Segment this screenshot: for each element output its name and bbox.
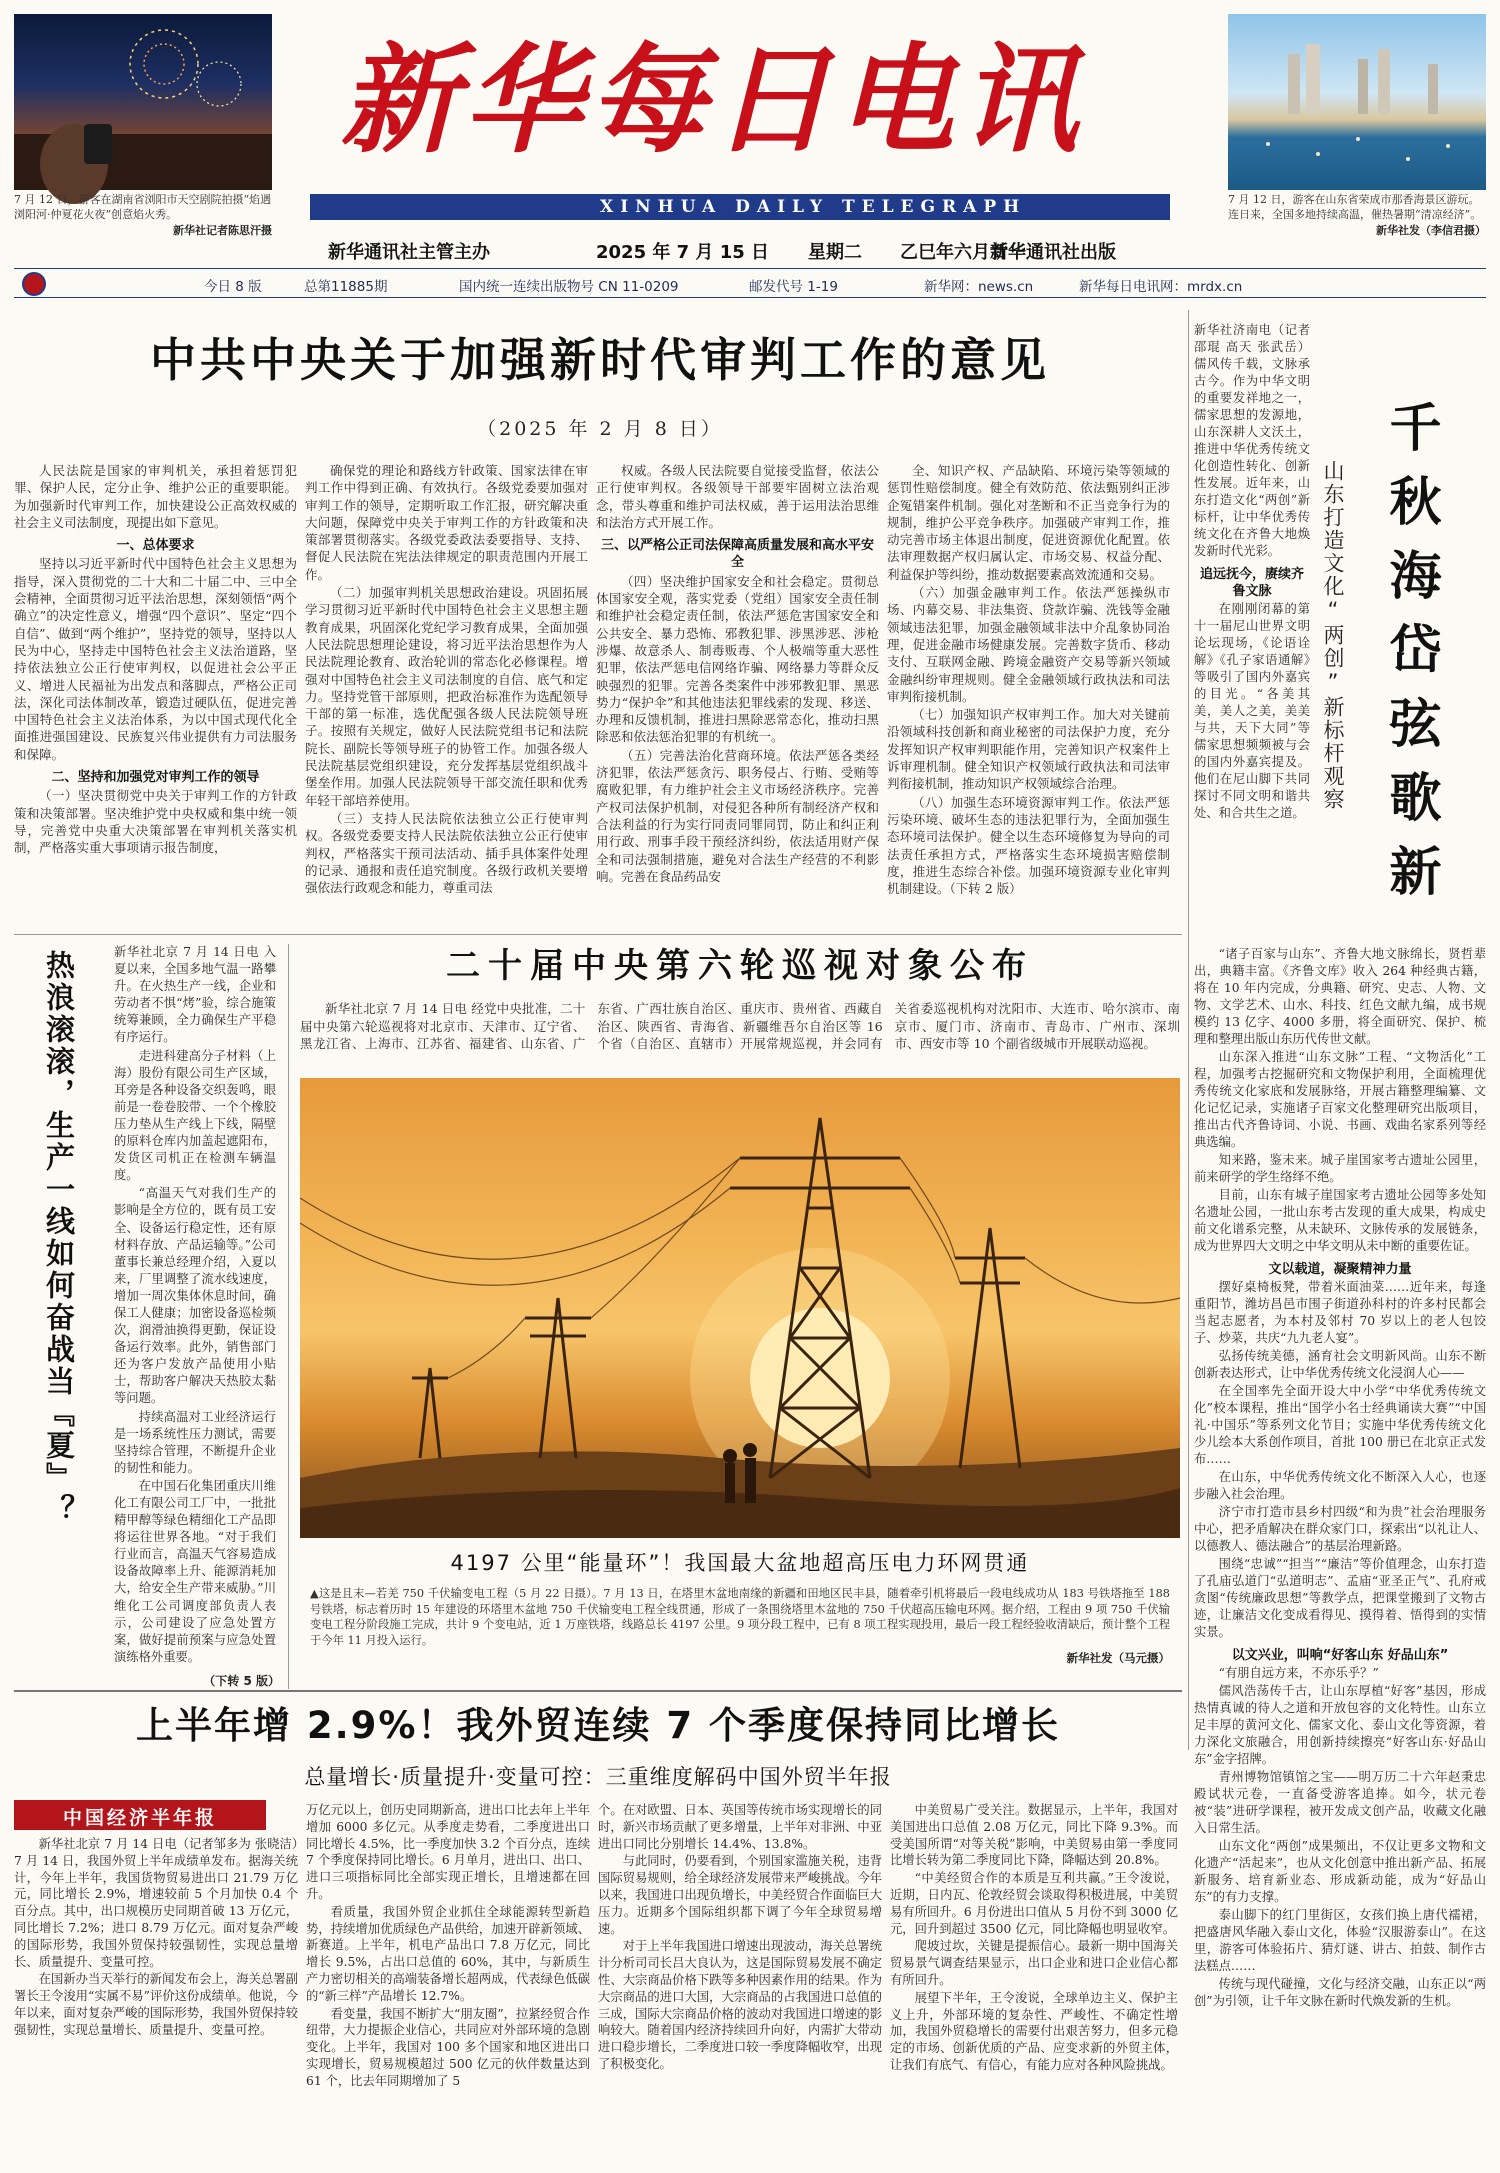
trade-text-4b: “中美经贸合作的本质是互利共赢。”王令浚说，近期，日内瓦、伦敦经贸会谈取得积极进展，中美贸易有所回升。6 月份进出口值从 5 月份不到 3000 亿元，回升到超过 3500 亿元，同比降幅也明显收窄。 <box>890 1871 1178 1936</box>
fireworks-illustration <box>14 14 272 190</box>
right-column-top <box>1194 322 1310 942</box>
beach-illustration <box>1228 14 1486 190</box>
right-text-16: 泰山脚下的红门里街区，女孩们换上唐代襦裙，把盛唐风华融入泰山文化，体验“汉服游泰山”。在这里，游客可体验拓片、猜灯谜、讲古、拍鼓、制作古法糕点…… <box>1194 1908 1486 1973</box>
issue-number: 总第11885期 <box>304 279 388 295</box>
right-subhead-3: 以文兴业，叫响“好客山东 好品山东” <box>1231 1648 1449 1663</box>
issue-cn: 国内统一连续出版物号 CN 11-0209 <box>459 279 679 295</box>
masthead-title <box>300 18 1200 193</box>
left-photo-credit: 新华社记者陈思汗摄 <box>173 224 272 237</box>
heatwave-lead: 新华社北京 7 月 14 日电 入夏以来，全国多地气温一路攀升。在火热生产一线，企业和劳动者不惧“烤”验，综合施策统筹兼顾，全力确保生产平稳有序运行。 <box>114 945 276 1045</box>
lead-text-3: 权威。各级人民法院要自觉接受监督，依法公正行使审判权。各级领导干部要牢固树立法治观念，带头尊重和维护司法权威，善于运用法治思维和法治方式开展工作。 <box>596 463 879 530</box>
right-text-3: 山东深入推进“山东文脉”工程、“文物活化”工程，加强考古挖掘研究和文物保护利用，全面梳理优秀传统文化家底和发展脉络，开展古籍整理编纂、文化记忆记录，实施诸子百家文化整理研究出版项目，推出古代齐鲁诗词、小说、书画、戏曲名家系列等经典选编。 <box>1194 1050 1486 1149</box>
trade-text-3b: 与此同时，仍要看到，个别国家滥施关税，违背国际贸易规则，给全球经济发展带来严峻挑战。今年以来，我国进口出现负增长，中美经贸合作面临巨大压力。近期多个国际组织都下调了今年全球贸易增速。 <box>598 1854 882 1936</box>
heatwave-jump: （下转 5 版） <box>203 1674 280 1688</box>
right-subtitle: 山东打造文化“两创”新标杆观察 <box>1321 460 1345 811</box>
trade-text-3c: 对于上半年我国进口增速出现波动，海关总署统计分析司司长吕大良认为，这是国际贸易发展不确定性、大宗商品价格下跌等多种因素作用的结果。作为大宗商品的进口大国，大宗商品的占我国进口总值的三成，国际大宗商品价格的波动对我国进口增速的影响较大。随着国内经济持续回升向好，内需扩大带动进口稳步增长，二季度进口较一季度降幅收窄，出现了积极变化。 <box>598 1939 882 2071</box>
lead-intro: 人民法院是国家的审判机关，承担着惩罚犯罪、保护人民，定分止争、维护公正的重要职能。为加强新时代审判工作，加快建设公正高效权威的社会主义司法制度，现提出如下意见。 <box>14 463 297 530</box>
right-text-14: 青州博物馆镇馆之宝——明万历二十六年赵秉忠殿试状元卷，一直备受游客追捧。如今，状元卷被“装”进研学课程，被开发成文创产品，收藏文化融入日常生活。 <box>1194 1770 1486 1835</box>
trade-text-1b: 在国新办当天举行的新闻发布会上，海关总署副署长王令浚用“实属不易”评价这份成绩单。他说，今年以来，面对复杂严峻的国际形势，我国外贸保持较强韧性，实现总量增长、质量提升、变量可控。 <box>14 1972 298 2037</box>
lead-text-1b: 坚持以习近平新时代中国特色社会主义思想为指导，深入贯彻党的二十大和二十届二中、三中全会精神，全面贯彻习近平法治思想，深刻领悟“两个确立”的决定性意义，增强“四个意识”、坚定“四个自信”、做到“两个维护”，坚持党的领导，坚持以人民为中心，坚持走中国特色社会主义法治道路，坚持依法独立公正行使审判权，以促进社会公平正义、增进人民福祉为出发点和落脚点，严格公正司法，深化司法体制改革，锻造过硬队伍，促进完善中国特色社会主义法治体系，为以中国式现代化全面推进强国建设、民族复兴伟业提供有力司法服务和保障。 <box>14 556 297 762</box>
issue-postal: 邮发代号 1-19 <box>749 279 838 295</box>
heatwave-headline: 热浪滚滚，生产一线如何奋战当『夏』？ <box>42 950 76 1526</box>
masthead-subtitle: XINHUA DAILY TELEGRAPH <box>600 197 1027 217</box>
lead-text-4c: （七）加强知识产权审判工作。加大对关键前沿领域科技创新和商业秘密的司法保护力度，充分发挥知识产权审判职能作用，完善知识产权案件上诉审理机制。健全知识产权领域行政执法和司法审判衔接机制，推动知识产权领域综合治理。 <box>887 707 1170 792</box>
lead-headline: 中共中央关于加强新时代审判工作的意见 <box>150 333 1050 387</box>
trade-text-4d: 展望下半年，王令浚说，全球单边主义、保护主义上升，外部环境的复杂性、严峻性、不确定性增加，我国外贸稳增长的需要付出艰苦努力，但多元稳定的市场、创新优质的产品、应变求新的外贸主体，让我们有底气、有信心，有能力应对各种风险挑战。 <box>890 1990 1178 2072</box>
divider-right-column <box>1188 310 1189 1750</box>
right-text-2: “诸子百家与山东”、齐鲁大地文脉绵长，贤哲辈出，典籍丰富。《齐鲁文库》收入 264 种经典古籍，将在 10 年内完成，分典籍、研究、史志、人物、文物、文学艺术、山水、科技、红色文献九编，成书规模约 13 亿字、4000 多册，将全面研究、保护、梳理和整理出版山东历代传世文献。 <box>1194 947 1486 1046</box>
trade-headline: 上半年增 2.9%！我外贸连续 7 个季度保持同比增长 <box>135 1704 1060 1747</box>
right-text-8: 在全国率先全面开设大中小学“中华优秀传统文化”校本课程，推出“国学小名士经典诵读大赛”“中国礼·中国乐”等系列文化节目；实施中华优秀传统文化少儿绘本大系创作项目，首批 100 册已在北京正式发布…… <box>1194 1384 1486 1466</box>
right-column-bottom <box>1194 946 1486 2008</box>
xinhua-emblem-icon <box>22 272 46 296</box>
issue-info-bar <box>14 268 1486 298</box>
lead-subhead-3: 三、以严格公正司法保障高质量发展和高水平安全 <box>600 538 874 571</box>
masthead-dateline <box>300 236 1200 266</box>
trade-column-1 <box>14 1836 298 2162</box>
trade-column-2 <box>306 1802 590 2162</box>
lead-column-4 <box>887 462 1170 932</box>
power-line-illustration <box>300 1078 1180 1538</box>
lead-text-1c: （一）坚决贯彻党中央关于审判工作的方针政策和决策部署。坚决维护党中央权威和集中统一领导，完善党中央重大决策部署在审判机关落实机制，严格落实重大事项请示报告制度， <box>14 788 297 856</box>
lead-text-2c: （三）支持人民法院依法独立公正行使审判权。各级党委要支持人民法院依法独立公正行使审判权，严格落实干预司法活动、插手具体案件处理的记录、通报和责任追究制度。各级行政机关要增强依法行政观念和能力，尊重司法 <box>305 810 588 896</box>
trade-text-2c: 看变量，我国不断扩大“朋友圈”，拉紧经贸合作纽带，大力提振企业信心，共同应对外部环境的急剧变化。上半年，我国对 100 多个国家和地区进出口实现增长，贸易规模超过 500 亿元的伙伴数量达到 61 个，比去年同期增加了 5 <box>306 2006 590 2088</box>
right-text-10: 济宁市打造市县乡村四级“和为贵”社会治理服务中心，把矛盾解决在群众家门口，探索出“以礼让人、以德教人、德法融合”的基层治理新路。 <box>1194 1505 1486 1553</box>
photo-caption: ▲这是且末—若羌 750 千伏输变电工程（5 月 22 日摄）。7 月 13 日，在塔里木盆地南缘的新疆和田地区民丰县，随着牵引机将最后一段电线成功从 183 号铁塔拖至 188 号铁塔，标志着历时 15 年建设的环塔里木盆地 750 千伏输变电工程全线贯通，形成了一条围绕塔里木盆地的 750 千伏超高压输电环网。据介绍，工程由 9 项 750 千伏输变电工程分阶段施工完成，共计 9 个变电站，近 1 万座铁塔，线路总长 4197 公里。9 项分段工程中，已有 8 项工程实现投用，最后一段工程经验收清缺后，预计整个工程于今年 11 月投入运行。 <box>310 1587 1170 1647</box>
masthead-logo <box>300 18 1200 223</box>
trade-subhead: 总量增长·质量提升·变量可控：三重维度解码中国外贸半年报 <box>304 1765 892 1789</box>
heatwave-text-1: 走进科建高分子材料（上海）股份有限公司生产区域，耳旁是各种设备交织轰鸣，眼前是一卷卷胶带、一个个橡胶压力垫从生产线上下线，隔壁的原料仓库内加盖起遮阳布，发货区司机正在检测车辆温度。 <box>114 1048 276 1183</box>
issue-mrdx[interactable]: 新华每日电讯网：mrdx.cn <box>1079 279 1243 295</box>
trade-text-3: 个。在对欧盟、日本、英国等传统市场实现增长的同时，新兴市场贡献了更多增量，上半年对非洲、中亚进出口同比分别增长 14.4%、13.8%。 <box>598 1803 882 1851</box>
publisher-right: 新华通讯社出版 <box>990 242 1116 263</box>
lead-date: （2025 年 2 月 8 日） <box>477 418 723 440</box>
lead-text-4d: （八）加强生态环境资源审判工作。依法严惩污染环境、破坏生态的违法犯罪行为，全面加强生态环境司法保护。健全以生态环境修复为导向的司法责任承担方式，严格落实生态环境损害赔偿制度，推进生态综合补偿。加强环境资源专业化审判机制建设。（下转 2 版） <box>887 794 1170 897</box>
heatwave-text-4: 在中国石化集团重庆川维化工有限公司工厂中，一批批精甲醇等绿色精细化工产品即将运往世界各地。“对于我们行业而言，高温天气容易造成设备故障率上升、能源消耗加大，给安全生产带来威胁。”川维化工公司调度部负责人表示，公司建设了应急处置方案，做好提前预案与应急处置演练格外重要。 <box>114 1478 276 1664</box>
right-subhead-2: 文以载道，凝聚精神力量 <box>1268 1262 1412 1277</box>
right-text-11: 围绕“忠诚”“担当”“廉洁”等价值理念，山东打造了孔庙弘道门“弘道明志”、孟庙“亚圣正气”、孔府戒贪图“传统廉政思想”等教学点，把课堂搬到了文物古迹，让廉洁文化变成看得见、摸得着、悟得到的实情实景。 <box>1194 1557 1486 1639</box>
right-lead: 新华社济南电（记者邵琨 高天 张武岳）儒风传千载，文脉承古今。作为中华文明的重要发祥地之一，儒家思想的发源地，山东深耕人文沃土，推进中华优秀传统文化创造性转化、创新性发展。近年来，山东打造文化“两创”新标杆，让中华优秀传统文化在齐鲁大地焕发新时代光彩。 <box>1194 323 1310 558</box>
right-text-5: 目前，山东有城子崖国家考古遗址公园等多处知名遗址公园，一批山东考古发现的重大成果，构成史前文化谱系完整，从未缺环、文脉传承的发展链条，成为世界四大文明之中华文明从未中断的重要佐证。 <box>1194 1188 1486 1253</box>
photo-headline: 4197 公里“能量环”！我国最大盆地超高压电力环网贯通 <box>450 1551 1030 1575</box>
trade-text-2b: 看质量，我国外贸企业抓住全球能源转型新趋势，持续增加优质绿色产品供给，加速开辟新领域、新赛道。上半年，机电产品出口 7.8 万亿元，同比增长 9.5%，占出口总值的 60%，其中，与新质生产力密切相关的高端装备增长超两成，代表绿色低碳的“新三样”产品增长 12.7%。 <box>306 1904 590 2003</box>
lead-text-2b: （二）加强审判机关思想政治建设。巩固拓展学习贯彻习近平新时代中国特色社会主义思想主题教育成果，巩固深化党纪学习教育成果，全面加强人民法院思想理论建设，将习近平法治思想作为人民法院理论教育、政治轮训的常态化必修课程。增强对中国特色社会主义司法制度的自信、底气和定力。坚持党管干部原则，把政治标准作为选配领导干部的第一标准，选优配强各级人民法院领导班子。按照有关规定，做好人民法院党组书记和法院院长、副院长等领导班子的协管工作。加强各级人民法院基层党组织建设，充分发挥基层党组织战斗堡垒作用。加强人民法院领导干部交流任职和优秀年轻干部培养使用。 <box>305 585 588 808</box>
right-text-15: 山东文化“两创”成果频出，不仅让更多文物和文化遗产“活起来”，也从文化创意中推出新产品、拓展新服务、培育新业态、形成新动能，成为“好品山东”的有力支撑。 <box>1194 1839 1486 1904</box>
lead-column-1 <box>14 462 297 932</box>
lead-subhead-2: 二、坚持和加强党对审判工作的领导 <box>51 770 260 786</box>
heatwave-text-3: 持续高温对工业经济运行是一场系统性压力测试，需要坚持综合管理，不断提升企业的韧性和能力。 <box>114 1409 276 1475</box>
right-text-4: 知来路，鉴未来。城子崖国家考古遗址公园里，前来研学的学生络绎不绝。 <box>1194 1153 1486 1184</box>
right-text-17: 传统与现代碰撞，文化与经济交融，山东正以“两创”为引领，让千年文脉在新时代焕发新的生机。 <box>1194 1977 1486 2008</box>
heatwave-column <box>114 944 276 1666</box>
trade-text-1: 新华社北京 7 月 14 日电（记者邹多为 张晓洁）7 月 14 日，我国外贸上半年成绩单发布。据海关统计，今年上半年，我国货物贸易进出口 21.79 万亿元，同比增长 2.9%，增速较前 5 个月加快 0.4 个百分点。其中，出口规模历史同期首破 13 万亿元，同比增长 7.2%；进口 8.79 万亿元。面对复杂严峻的国际形势，我国外贸保持较强韧性，实现总量增长、质量提升、变量可控。 <box>14 1837 298 1969</box>
trade-column-4 <box>890 1802 1178 2162</box>
publisher-left: 新华通讯社主管主办 <box>328 242 490 263</box>
issue-website[interactable]: 新华网：news.cn <box>924 279 1034 295</box>
trade-text-4c: 爬坡过坎，关键是提振信心。最新一期中国海关贸易景气调查结果显示，出口企业和进口企业信心都有所回升。 <box>890 1939 1178 1987</box>
right-text-12: “有朋自远方来，不亦乐乎？” <box>1218 1666 1379 1680</box>
photo-credit: 新华社发（马元摄） <box>1066 1651 1170 1665</box>
right-text-9: 在山东，中华优秀传统文化不断深入人心，也逐步融入社会治理。 <box>1194 1470 1486 1501</box>
left-photo <box>14 14 272 190</box>
divider-heatwave <box>288 944 289 1689</box>
trade-column-3 <box>598 1802 882 2162</box>
lunar-date: 乙巳年六月廿一 <box>900 242 1026 263</box>
right-photo <box>1228 14 1486 190</box>
divider-trade-top <box>14 1690 1182 1692</box>
lead-text-4b: （六）加强金融审判工作。依法严惩操纵市场、内幕交易、非法集资、贷款诈骗、洗钱等金融领域违法犯罪，加强金融领域非法中介乱象协同治理，促进金融市场健康发展。完善数字货币、移动支付、互联网金融、跨境金融资产交易等新兴领域金融纠纷审理规则。健全金融领域行政执法和司法审判衔接机制。 <box>887 585 1170 704</box>
inspection-body <box>300 1000 1180 1074</box>
lead-subhead-1: 一、总体要求 <box>116 538 195 554</box>
lead-column-3 <box>596 462 879 932</box>
lead-text-4: 全、知识产权、产品缺陷、环境污染等领域的惩罚性赔偿制度。健全有效防范、依法甄别纠正涉企冤错案件机制。强化对垄断和不正当竞争行为的规制，维护公平竞争秩序。加强破产审判工作，推动完善市场主体退出制度，促进资源优化配置。依法审理数据产权归属认定、市场交易、权益分配、利益保护等纠纷，推动数据要素高效流通和交易。 <box>887 463 1170 582</box>
trade-text-4: 中美贸易广受关注。数据显示，上半年，我国对美国进出口总值 2.08 万亿元，同比下降 9.3%。而受美国所谓“对等关税”影响，中美贸易由第一季度同比增长转为第二季度同比下降，降幅达到 20.8%。 <box>890 1803 1178 1868</box>
right-photo-credit: 新华社发（李信君摄） <box>1376 224 1486 237</box>
trade-text-2: 万亿元以上，创历史同期新高，进出口比去年上半年增加 6000 多亿元。从季度走势看，二季度进出口同比增长 4.5%，比一季度加快 3.2 个百分点，连续 7 个季度保持同比增长。6 月单月，进出口、出口、进口三项指标同比全部实现正增长，且增速都在回升。 <box>306 1803 590 1901</box>
heatwave-text-2: “高温天气对我们生产的影响是全方位的，既有员工安全、设备运行稳定性，还有原材料存放、产品运输等。”公司董事长兼总经理介绍，入夏以来，厂里调整了流水线速度，增加一周次集体休息时间，确保工人健康；加密设备巡检频次，润滑油换得更勤，保证设备运行效率。此外，销售部门还为客户发放产品使用小贴士，帮助客户解决天热胶太黏等问题。 <box>114 1186 276 1406</box>
right-text-7: 弘扬传统美德，涵育社会文明新风尚。山东不断创新表达形式，让中华优秀传统文化浸润人心—— <box>1194 1349 1486 1380</box>
right-text-1: 在刚刚闭幕的第十一届尼山世界文明论坛现场，《论语诠解》《孔子家语通解》等吸引了国内外嘉宾的目光。“各美其美，美人之美，美美与共，天下大同”等儒家思想频频被与会的国内外嘉宾提及。他们在尼山脚下共同探讨不同文明和谐共处、和合共生之道。 <box>1194 602 1310 820</box>
trade-badge <box>14 1800 266 1830</box>
lead-column-2 <box>305 462 588 932</box>
inspection-headline: 二十届中央第六轮巡视对象公布 <box>446 946 1034 986</box>
weekday: 星期二 <box>808 242 862 263</box>
left-photo-caption: 7 月 12 日，游客在湖南省浏阳市天空剧院拍摄“焰遇浏阳河·仲夏花火夜”创意焰火秀。 <box>14 193 272 221</box>
lead-text-2: 确保党的理论和路线方针政策、国家法律在审判工作中得到正确、有效执行。各级党委要加强对审判工作的领导，定期听取工作汇报，研究解决重大问题，保障党中央关于审判工作的方针政策和决策部署贯彻落实。各级党委政法委要指导、支持、督促人民法院在宪法法律规定的职责范围内开展工作。 <box>305 463 588 582</box>
inspection-text: 新华社北京 7 月 14 日电 经党中央批准，二十届中央第六轮巡视将对北京市、天津市、辽宁省、黑龙江省、上海市、江苏省、福建省、山东省、广东省、广西壮族自治区、重庆市、贵州省、西藏自治区、陕西省、青海省、新疆维吾尔自治区等 16 个省（自治区、直辖市）开展常规巡视，并会同有关省委巡视机构对沈阳市、大连市、哈尔滨市、南京市、厦门市、济南市、青岛市、广州市、深圳市、西安市等 10 个副省级城市开展联动巡视。 <box>300 1001 1180 1051</box>
issue-date: 2025 年 7 月 15 日 <box>596 242 770 263</box>
right-text-13: 儒风浩荡传千古，让山东厚植“好客”基因，形成热情真诚的待人之道和开放包容的文化特性。山东立足丰厚的黄河文化、儒家文化、泰山文化等资源，着力深化文旅融合，用创新持续擦亮“好客山东·好品山东”金字招牌。 <box>1194 1684 1486 1766</box>
right-photo-caption: 7 月 12 日，游客在山东省荣成市那香海景区游玩。连日来，全国多地持续高温，催热暑期“清凉经济”。 <box>1228 193 1482 221</box>
lead-text-3c: （五）完善法治化营商环境。依法严惩各类经济犯罪，依法严惩贪污、职务侵占、行贿、受贿等腐败犯罪，有力维护社会主义市场经济秩序。完善产权司法保护机制，对侵犯各种所有制经济产权和合法利益的行为实行同责同罪同罚，防止和纠正利用行政、刑事手段干预经济纠纷，依法适用财产保全和司法强制措施，避免对合法生产经营的不利影响。完善在食品药品安 <box>596 747 879 884</box>
divider-lead-bottom <box>14 934 1182 935</box>
trade-badge-text: 中国经济半年报 <box>62 1807 217 1829</box>
issue-pages: 今日 8 版 <box>204 279 262 295</box>
masthead-title-text: 新华每日电讯 <box>340 31 1085 169</box>
right-subhead-1: 追远抚今，赓续齐鲁文脉 <box>1199 567 1304 599</box>
power-line-photo <box>300 1078 1180 1538</box>
lead-text-3b: （四）坚决维护国家安全和社会稳定。贯彻总体国家安全观，落实党委（党组）国家安全责任制和维护社会稳定责任制，依法严惩危害国家安全和公共安全、暴力恐怖、邪教犯罪、涉黑涉恶、涉枪涉爆、故意杀人、制毒贩毒、个人极端等重大恶性犯罪，依法严惩电信网络诈骗、网络暴力等群众反映强烈的犯罪。完善各类案件中涉邪教犯罪、黑恶势力“保护伞”和其他违法犯罪线索的发现、移送、办理和反馈机制，推进扫黑除恶常态化，推动扫黑除恶和依法惩治犯罪的有机统一。 <box>596 573 879 745</box>
right-headline: 千秋海岱弦歌新 <box>1380 400 1440 918</box>
right-text-6: 摆好桌椅板凳，带着米面油菜……近年来，每逢重阳节，潍坊昌邑市围子街道孙科村的许多村民都会当起志愿者，为本村及邻村 70 岁以上的老人包饺子、炒菜，共庆“九九老人宴”。 <box>1194 1280 1486 1345</box>
